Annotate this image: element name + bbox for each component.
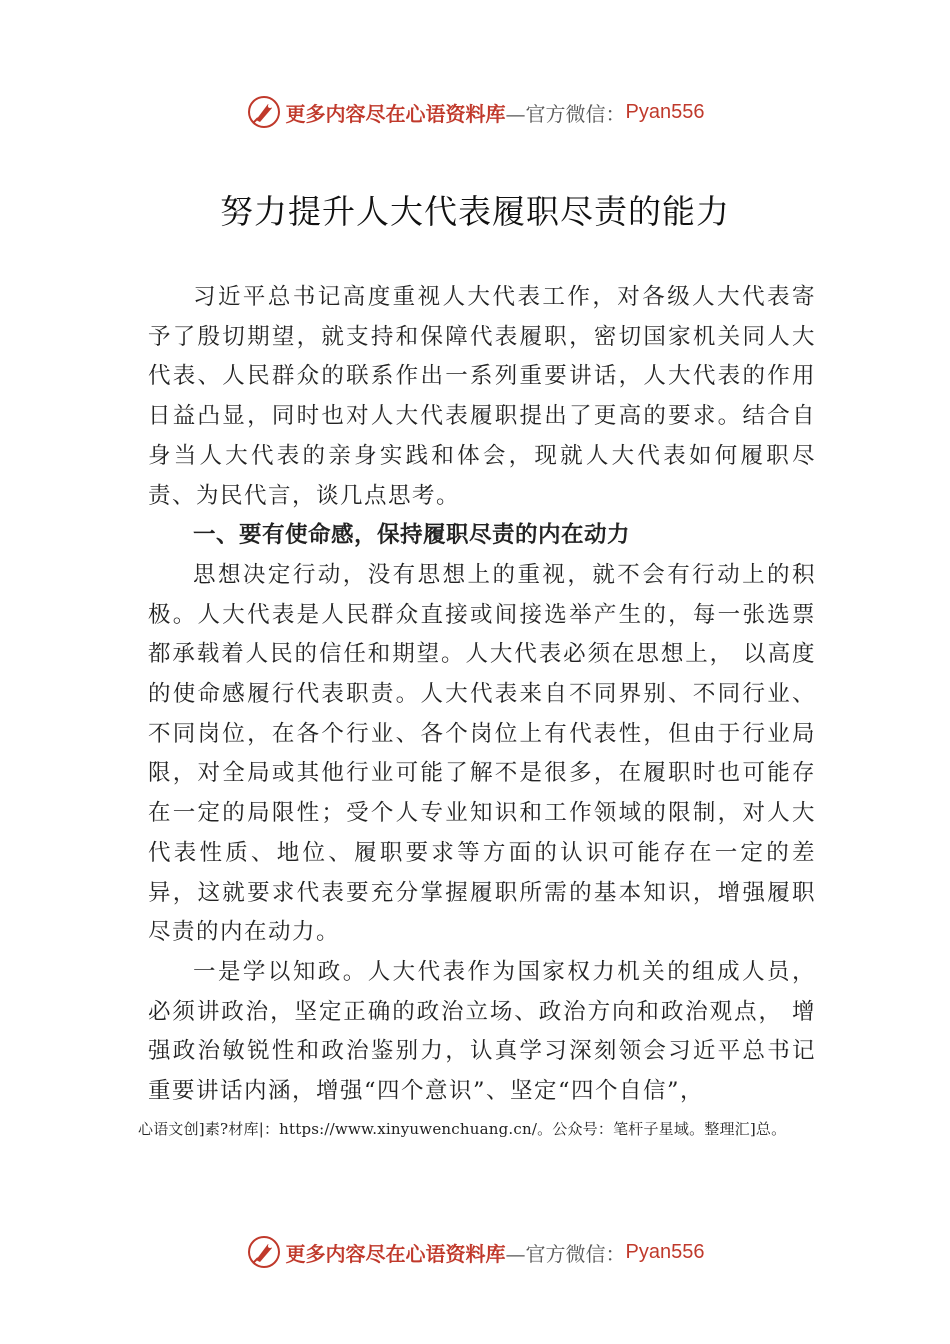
paragraph-3: 一是学以知政。人大代表作为国家权力机关的组成人员，必须讲政治，坚定正确的政治立场、政治方向和政治观点， 增强政治敏锐性和政治鉴别力，认真学习深刻领会习近平总书记重要讲话内涵，增强“四个意识”、坚定“四个自信”， — [148, 958, 816, 1105]
pen-nib-logo-icon — [246, 94, 282, 130]
pen-nib-logo-icon — [246, 1234, 282, 1270]
banner-wechat-id: Pyan556 — [625, 100, 705, 123]
source-footnote: 心语文创]素?材库|：https://www.xinyuwenchuang.cn/。公众号：笔杆子星域。整理汇]总。 — [138, 1120, 787, 1138]
document-title: 努力提升人大代表履职尽责的能力 — [220, 192, 730, 231]
banner-gray-text: —官方微信： — [505, 101, 626, 126]
banner-red-text: 更多内容尽在心语资料库 — [285, 1241, 506, 1266]
banner-red-text: 更多内容尽在心语资料库 — [285, 101, 506, 126]
banner-wechat-id: Pyan556 — [625, 1240, 705, 1263]
footer-banner — [0, 1232, 950, 1272]
banner-gray-text: —官方微信： — [505, 1241, 626, 1266]
section-heading-1: 一、要有使命感，保持履职尽责的内在动力 — [193, 522, 631, 549]
paragraph-2: 思想决定行动，没有思想上的重视，就不会有行动上的积极。人大代表是人民群众直接或间接选举产生的，每一张选票都承载着人民的信任和期望。人大代表必须在思想上， 以高度的使命感履行代表职责。人大代表来自不同界别、不同行业、不同岗位，在各个行业、各个岗位上有代表性，但由于行业局限，对全局或其他行业可能了解不是很多，在履职时也可能存在一定的局限性；受个人专业知识和工作领域的限制，对人大代表性质、地位、履职要求等方面的认识可能存在一定的差异，这就要求代表要充分掌握履职所需的基本知识，增强履职尽责的内在动力。 — [148, 561, 816, 946]
header-banner — [0, 92, 950, 132]
document-body — [148, 278, 816, 1112]
paragraph-intro: 习近平总书记高度重视人大代表工作，对各级人大代表寄予了殷切期望，就支持和保障代表履职，密切国家机关同人大代表、人民群众的联系作出一系列重要讲话，人大代表的作用日益凸显，同时也对人大代表履职提出了更高的要求。结合自身当人大代表的亲身实践和体会，现就人大代表如何履职尽责、为民代言，谈几点思考。 — [148, 284, 816, 509]
